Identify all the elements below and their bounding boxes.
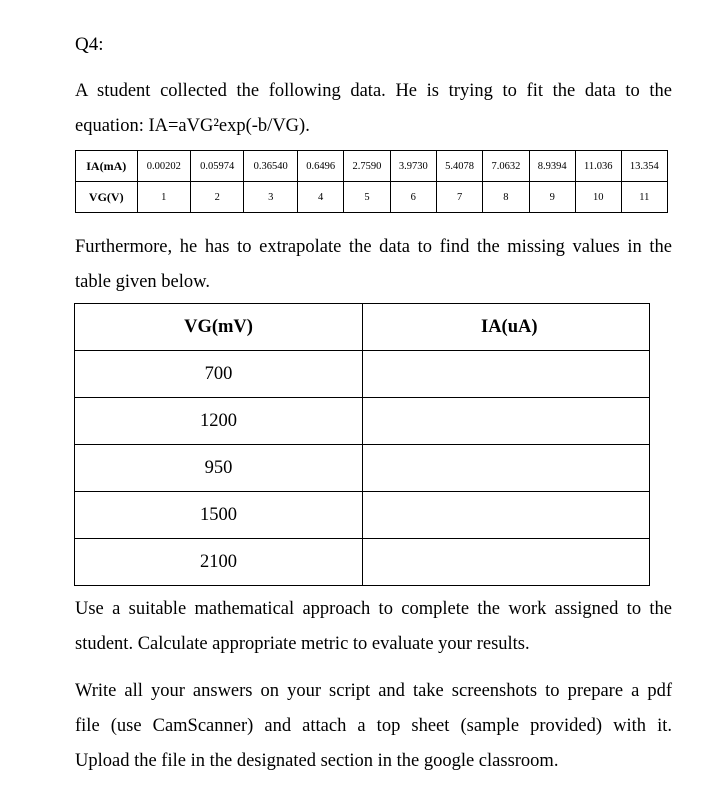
table-row [75,492,650,539]
table-cell: 7 [436,182,482,213]
ia-blank-cell [363,445,650,492]
vg-value: 2100 [75,539,363,586]
table-row [75,539,650,586]
table-cell: 2.7590 [344,151,390,182]
table-cell: 5 [344,182,390,213]
table-cell: 2 [191,182,244,213]
table-cell: 0.05974 [191,151,244,182]
ia-blank-cell [363,398,650,445]
table-cell: 3 [244,182,297,213]
data-table [75,150,668,213]
table-cell: 8 [483,182,529,213]
intro-line-2 [75,109,672,144]
table-cell: 1 [137,182,190,213]
intro-line-1: A student collected the following data. He is trying to fit the data to the [75,81,672,101]
table-cell: 0.36540 [244,151,297,182]
extrapolate-paragraph [75,230,672,300]
table-cell: 0.6496 [297,151,343,182]
table-cell: 10 [575,182,621,213]
table-cell: 6 [390,182,436,213]
para2-line-1: Furthermore, he has to extrapolate the data to find the missing values in the [75,237,672,257]
table-cell: 8.9394 [529,151,575,182]
submission-paragraph [75,674,672,779]
table-row [76,151,668,182]
intro-prefix: equation: [75,116,149,136]
table-cell: 4 [297,182,343,213]
table-cell: 7.0632 [483,151,529,182]
table-cell: 13.354 [621,151,667,182]
extrapolation-table [74,303,650,586]
vg-value: 950 [75,445,363,492]
row-label-ia: IA(mA) [76,151,138,182]
table-header-row [75,304,650,351]
table-row [75,351,650,398]
table-row [76,182,668,213]
para4-line-3: Upload the file in the designated section in the google classroom. [75,751,559,771]
para2-line-2: table given below. [75,272,210,292]
row-label-vg: VG(V) [76,182,138,213]
question-label: Q4: [75,34,104,55]
table-cell: 3.9730 [390,151,436,182]
vg-value: 700 [75,351,363,398]
instructions-paragraph [75,592,672,662]
table-row [75,445,650,492]
table-cell: 5.4078 [436,151,482,182]
para4-line-1: Write all your answers on your script and take screenshots to prepare a pdf [75,681,672,701]
ia-blank-cell [363,492,650,539]
equation: IA=aVG²exp(-b/VG). [148,116,310,136]
col-header-vg: VG(mV) [75,304,363,351]
para3-line-2: student. Calculate appropriate metric to evaluate your results. [75,634,530,654]
ia-blank-cell [363,539,650,586]
vg-value: 1200 [75,398,363,445]
table-cell: 9 [529,182,575,213]
vg-value: 1500 [75,492,363,539]
table-cell: 11 [621,182,667,213]
ia-blank-cell [363,351,650,398]
para4-line-2: file (use CamScanner) and attach a top sheet (sample provided) with it. [75,716,672,736]
col-header-ia: IA(uA) [363,304,650,351]
table-row [75,398,650,445]
table-cell: 0.00202 [137,151,190,182]
table-cell: 11.036 [575,151,621,182]
para3-line-1: Use a suitable mathematical approach to complete the work assigned to the [75,599,672,619]
intro-paragraph [75,74,672,144]
